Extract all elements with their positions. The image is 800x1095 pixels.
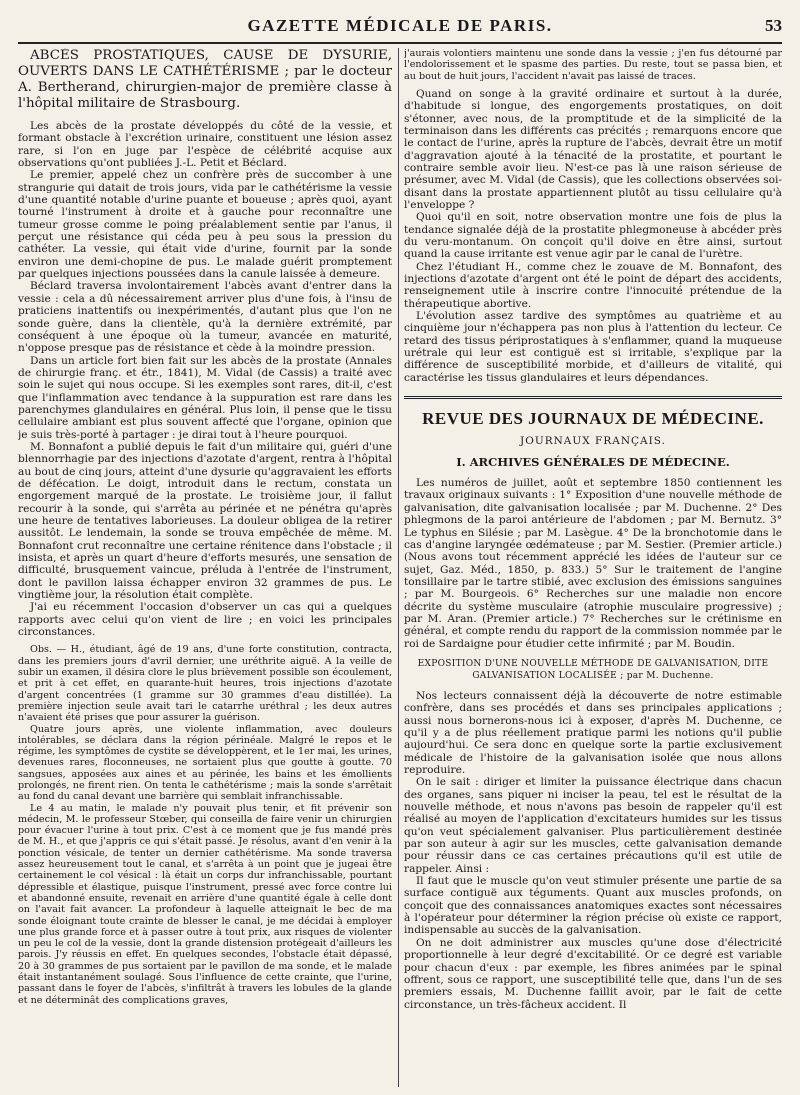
paragraph: Quoi qu'il en soit, notre observation montre une fois de plus la tendance signalée déjà de la prostatite phlegmoneuse à abcéder près du veru-montanum. On conçoit qu'il doive en être ainsi, surtout quand la cause irritante est venue agir par le canal de l'urètre. bbox=[404, 211, 782, 261]
paragraph: J'ai eu récemment l'occasion d'observer un cas qui a quelques rapports avec celui qu'on vient de lire ; en voici les principales circonstances. bbox=[18, 601, 392, 639]
paragraph: L'évolution assez tardive des symptômes au quatrième et au cinquième jour n'échappera pas non plus à l'attention du lecteur. Ce retard des tissus périprostatiques à s'enflammer, quand la muqueuse urétrale qui leur est contiguë est si irritable, s'explique par la différence de susceptibilité morbide, et d'ailleurs de vitalité, qui caractérise les tissus glandulaires et leurs dépendances. bbox=[404, 310, 782, 384]
paragraph: Chez l'étudiant H., comme chez le zouave de M. Bonnafont, des injections d'azotate d'argent ont été le point de départ des accidents, renseignement utile à inscrire contre l'innocuité prétendue de la thérapeutique abortive. bbox=[404, 260, 782, 310]
left-column bbox=[18, 48, 392, 1087]
paragraph: Les abcès de la prostate développés du côté de la vessie, et formant obstacle à l'excrétion urinaire, constituent une lésion assez rare, si l'on en juge par l'espèce de célébrité acquise aux observations qu'ont publiées J.-L. Petit et Béclard. bbox=[18, 120, 392, 170]
paragraph: Béclard traversa involontairement l'abcès avant d'entrer dans la vessie : cela a dû nécessairement arriver plus d'une fois, à l'insu de praticiens inattentifs ou inexpérimentés, d'autant plus que l'on ne sonde guère, dans la clientèle, qu'à la dernière extrémité, par conséquent à une époque où la tumeur, avancée en maturité, n'oppose presque pas de résistance et cède à la moindre pression. bbox=[18, 280, 392, 355]
journal-heading: I. ARCHIVES GÉNÉRALES DE MÉDECINE. bbox=[456, 455, 730, 470]
page-number: 53 bbox=[765, 16, 782, 35]
observation-continuation: j'aurais volontiers maintenu une sonde dans la vessie ; j'en fus détourné par l'endolorissement et le spasme des parties. Du reste, tout se passa bien, et au bout de huit jours, l'accident n'avait pas laissé de traces. bbox=[404, 48, 782, 82]
paragraph: On ne doit administrer aux muscles qu'une dose d'électricité proportionnelle à leur degré d'excitabilité. Or ce degré est variable pour chacun d'eux : par exemple, les fibres animées par le spinal offrent, sous ce rapport, une susceptibilité telle que, dans l'un de ses premiers essais, M. Duchenne faillit avoir, par le fait de cette circonstance, un très-fâcheux accident. Il bbox=[404, 936, 782, 1011]
header-rule bbox=[18, 42, 782, 44]
column-divider bbox=[398, 48, 399, 1087]
observation-paragraph: Le 4 au matin, le malade n'y pouvait plus tenir, et fit prévenir son médecin, M. le professeur Stœber, qui conseilla de faire venir un chirurgien pour évacuer l'urine à tout prix. C'est à ce moment que je fus mandé près de M. H., et que j'appris ce qui s'était passé. Je résolus, avant d'en venir à la ponction vésicale, de tenter un dernier cathétérisme. Ma sonde traversa assez heureusement tout le canal, et s'arrêta à un point que je jugeai être certainement le col vésical : là était un corps dur infranchissable, pourtant dépressible et élastique, puisque l'instrument, pressé avec force contre lui et abandonné ensuite, revenait en arrière d'une quantité égale à celle dont on l'avait fait avancer. La profondeur à laquelle atteignait le bec de ma sonde éloignant toute crainte de blesser le canal, je me décidai à employer une plus grande force et à passer outre à tout prix, aux risques de violenter un peu le col de la vessie, dont la grande distension protégeait d'ailleurs les parois. J'y réussis en effet. En quelques secondes, l'obstacle était dépassé, 20 à 30 grammes de pus sortaient par le pavillon de ma sonde, et le malade était instantanément soulagé. Sous l'influence de cette crainte, que l'urine, passant dans le foyer de l'abcès, s'infiltrât à travers les lobules de la glande et ne déterminât des complications graves, bbox=[18, 802, 392, 1006]
paragraph: Il faut que le muscle qu'on veut stimuler présente une partie de sa surface contiguë aux téguments. Quant aux muscles profonds, on conçoit que des connaissances anatomiques exactes sont nécessaires à l'opérateur pour déterminer la région précise où existe ce rapport, indispensable au succès de la galvanisation. bbox=[404, 875, 782, 937]
right-column bbox=[404, 48, 782, 1087]
observation-paragraph: Obs. — H., étudiant, âgé de 19 ans, d'une forte constitution, contracta, dans les premiers jours d'avril dernier, une uréthrite aiguë. A la veille de subir un examen, il désira clore le plus brièvement possible son écoulement, et prit à cet effet, en quarante-huit heures, trois injections d'azotate d'argent concentrées (1 gramme sur 30 grammes d'eau distillée). La première injection seule avait tari le catarrhe uréthral ; les deux autres n'avaient été prises que pour assurer la guérison. bbox=[18, 644, 392, 724]
observation-paragraph: Quatre jours après, une violente inflammation, avec douleurs intolérables, se déclara dans la région périnéale. Malgré le repos et le régime, les symptômes de cystite se développèrent, et le 1er mai, les urines, devenues rares, floconneuses, ne sortaient plus que goutte à goutte. 70 sangsues, apposées aux aines et au périnée, les bains et les émollients prolongés, ne firent rien. On tenta le cathétérisme ; mais la sonde s'arrêtait au fond du canal devant une barrière qui semblait infranchissable. bbox=[18, 723, 392, 803]
paragraph: Nos lecteurs connaissent déjà la découverte de notre estimable confrère, dans ses procédés et dans ses principales applications ; aussi nous bornerons-nous ici à exposer, d'après M. Duchenne, ce qu'il y a de plus réellement pratique parmi les notions qu'il publie aujourd'hui. Ce sera donc en quelque sorte la partie exclusivement médicale de l'histoire de la galvanisation isolée que nous allons reproduire. bbox=[404, 689, 782, 777]
article-heading: EXPOSITION D'UNE NOUVELLE MÉTHODE DE GALVANISATION, DITE GALVANISATION LOCALISÉE ; par M. Duchenne. bbox=[417, 658, 769, 681]
paragraph: Quand on songe à la gravité ordinaire et surtout à la durée, d'habitude si longue, des engorgements prostatiques, on doit s'étonner, avec nous, de la promptitude et de la simplicité de la terminaison dans les différents cas précités ; remarquons encore que le contact de l'urine, après la rupture de l'abcès, devrait être un motif d'aggravation ajouté à la ténacité de la prostatite, et pourtant le contraire semble avoir lieu. N'est-ce pas là une raison sérieuse de présumer, avec M. Vidal (de Cassis), que les collections observées soi-disant dans la prostate appartiennent plutôt au tissu cellulaire qu'à l'enveloppe ? bbox=[404, 87, 782, 211]
article-title: ABCÈS PROSTATIQUES, CAUSE DE DYSURIE, OUVERTS DANS LE CATHÉTÉRISME ; par le docteur A. Bertherand, chirurgien-major de première classe à l'hôpital militaire de Strasbourg. bbox=[18, 48, 392, 111]
paragraph: On le sait : diriger et limiter la puissance électrique dans chacun des organes, sans piquer ni inciser la peau, tel est le résultat de la nouvelle méthode, et nous n'avons pas besoin de rappeler qu'il est réalisé au moyen de l'application d'excitateurs humides sur les tissus qu'on veut spécialement galvaniser. Plus particulièrement destinée par son auteur à agir sur les muscles, cette galvanisation demande pour réussir dans ce cas certaines précautions qu'il est utile de rappeler. Ainsi : bbox=[404, 776, 782, 875]
section-rule bbox=[404, 396, 782, 399]
paragraph: M. Bonnafont a publié depuis le fait d'un militaire qui, guéri d'une blennorrhagie par des injections d'azotate d'argent, rentra à l'hôpital au bout de cinq jours, atteint d'une dysurie qu'aggravaient les efforts de défécation. Le doigt, introduit dans le rectum, constata un engorgement marqué de la prostate. Le troisième jour, il fallut recourir à la sonde, qui s'arrêta au périnée et ne pénétra qu'après une heure de tentatives laborieuses. La douleur obligea de la retirer aussitôt. Le lendemain, la sonde se trouva empêchée de même. M. Bonnafont crut reconnaître une certaine rénitence dans l'obstacle ; il insista, et après un quart d'heure d'efforts mesurés, une sensation de difficulté, brusquement vaincue, préluda à l'entrée de l'instrument, dont le pavillon laissa échapper environ 32 grammes de pus. Le vingtième jour, la résolution était complète. bbox=[18, 440, 392, 602]
paragraph: Le premier, appelé chez un confrère près de succomber à une strangurie qui datait de trois jours, vida par le cathétérisme la vessie d'une quantité notable d'urine puante et boueuse ; après quoi, ayant tourné l'instrument à droite et à gauche pour reconnaître une tumeur grosse comme le poing préalablement sentie par l'anus, il perçut une résistance qui céda peu à peu sous la pression du cathéter. La vessie, qui était vide d'urine, fournit par la sonde environ une demi-chopine de pus. Le malade guérit promptement par quelques injections poussées dans la canule laissée à demeure. bbox=[18, 169, 392, 281]
section-subtitle: JOURNAUX FRANÇAIS. bbox=[520, 435, 666, 448]
paragraph: Les numéros de juillet, août et septembre 1850 contiennent les travaux originaux suivants : 1° Exposition d'une nouvelle méthode de galvanisation, dite galvanisation localisée ; par M. Duchenne. 2° Des phlegmons de la paroi antérieure de l'abdomen ; par M. Bernutz. 3° Le typhus en Silésie ; par M. Lasègue. 4° De la bronchotomie dans le cas d'angine laryngée œdémateuse ; par M. Sestier. (Premier article.) (Nous avons tout récemment apprécié les idées de l'auteur sur ce sujet, Gaz. Méd., 1850, p. 833.) 5° Sur le traitement de l'angine tonsillaire par le tartre stibié, avec exclusion des émissions sanguines ; par M. Bourgeois. 6° Recherches sur une maladie non encore décrite du système musculaire (atrophie musculaire progressive) ; par M. Aran. (Premier article.) 7° Recherches sur le crétinisme en général, et compte rendu du rapport de la commission nommée par le roi de Sardaigne pour étudier cette infirmité ; par M. Boudin. bbox=[404, 477, 782, 650]
journal-title: GAZETTE MÉDICALE DE PARIS. bbox=[247, 16, 553, 35]
section-title: REVUE DES JOURNAUX DE MÉDECINE. bbox=[422, 409, 764, 429]
paragraph: Dans un article fort bien fait sur les abcès de la prostate (Annales de chirurgie franç. et étr., 1841), M. Vidal (de Cassis) a traité avec soin le sujet qui nous occupe. Si les exemples sont rares, dit-il, c'est que l'inflammation avec tendance à la suppuration est rare dans les parenchymes glandulaires en général. Plus loin, il pense que le tissu cellulaire ambiant est plus souvent affecté que l'organe, opinion que je suis très-porté à partager : je dirai tout à l'heure pourquoi. bbox=[18, 354, 392, 441]
page-header bbox=[18, 14, 782, 40]
